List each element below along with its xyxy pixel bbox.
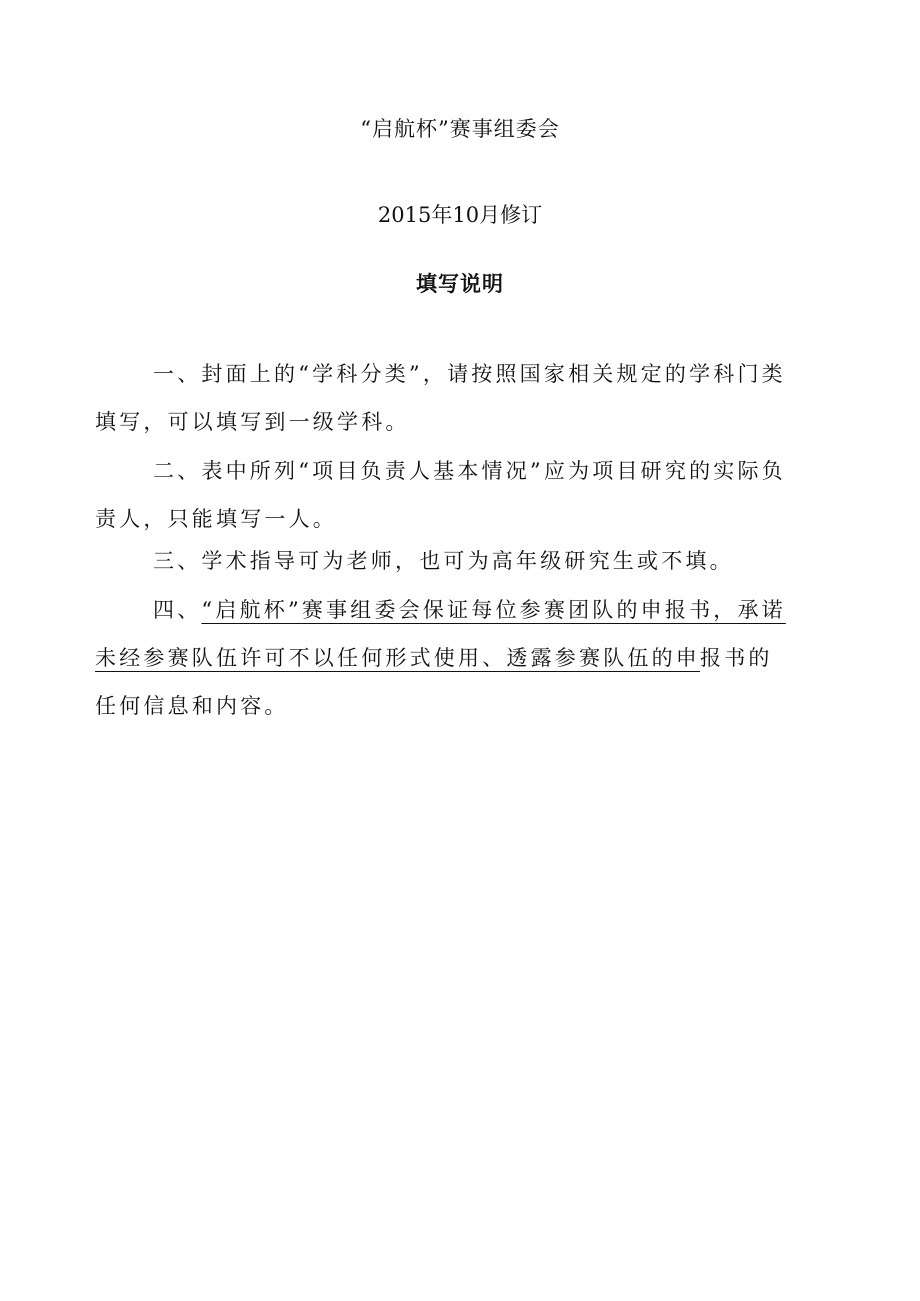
instructions-title: 填写说明	[416, 271, 504, 296]
instruction-item-2: 二、表中所列“项目负责人基本情况”应为项目研究的实际负责人，只能填写一人。	[95, 459, 786, 531]
instruction-item-4	[95, 586, 795, 730]
instruction-item-3: 三、学术指导可为老师，也可为高年级研究生或不填。	[153, 549, 734, 573]
instruction-item-4-suffix: 报书的任何信息和内容。	[95, 646, 773, 718]
instruction-item-1: 一、封面上的“学科分类”，请按照国家相关规定的学科门类填写，可以填写到一级学科。	[95, 362, 786, 434]
committee-name: “启航杯”赛事组委会	[360, 117, 560, 141]
revision-date: 2015年10月修订	[377, 203, 543, 227]
instruction-item-4-prefix: 四、	[153, 598, 202, 622]
instruction-item-4-underlined: “启航杯”赛事组委会保证每位参赛团队的申报书，承诺未经参赛队伍许可不以任何形式使用、透露参赛队伍的申	[95, 598, 786, 670]
